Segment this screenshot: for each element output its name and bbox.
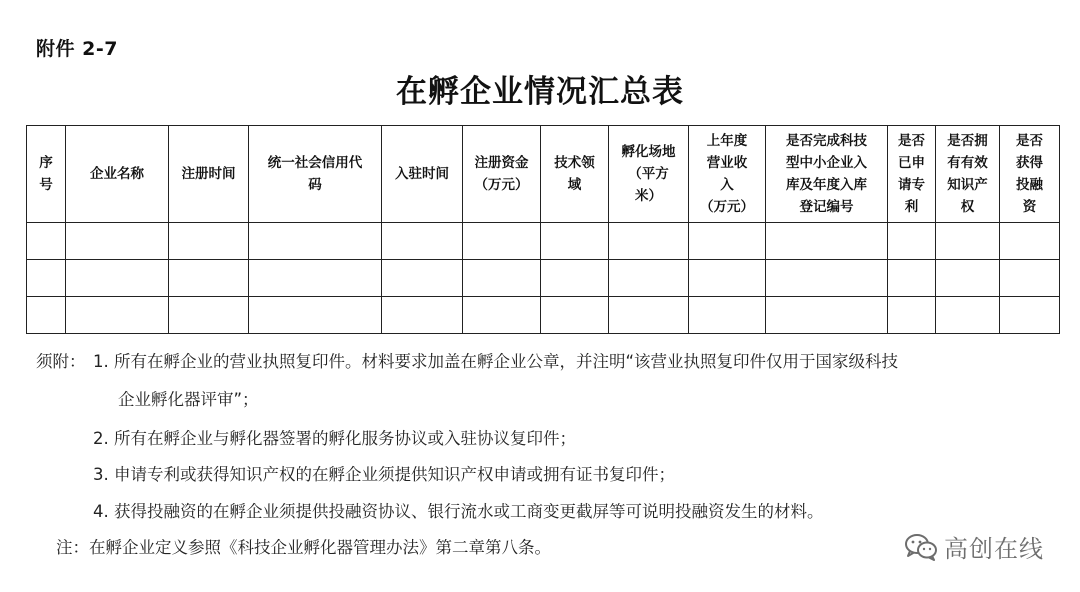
table-cell[interactable] <box>609 260 689 297</box>
table-cell[interactable] <box>541 223 609 260</box>
note-item-1-continued: 企业孵化器评审”； <box>118 390 259 409</box>
col-header-patent-applied: 是否 已申 请专 利 <box>888 126 936 223</box>
table-cell[interactable] <box>249 223 382 260</box>
col-header-ip-owned: 是否拥 有有效 知识产 权 <box>936 126 1000 223</box>
table-cell[interactable] <box>766 260 888 297</box>
col-header-registered-capital: 注册资金 （万元） <box>463 126 541 223</box>
wechat-icon <box>904 533 938 561</box>
note-item-3: 3. 申请专利或获得知识产权的在孵企业须提供知识产权申请或拥有证书复印件； <box>93 465 675 484</box>
col-header-last-year-revenue: 上年度 营业收 入 （万元） <box>689 126 766 223</box>
table-cell[interactable] <box>382 260 463 297</box>
table-cell[interactable] <box>689 297 766 334</box>
table-header-row <box>27 126 1060 223</box>
col-header-financing: 是否 获得 投融 资 <box>1000 126 1060 223</box>
col-header-index: 序 号 <box>27 126 66 223</box>
table-cell[interactable] <box>169 297 249 334</box>
table-cell[interactable] <box>463 223 541 260</box>
table-cell[interactable] <box>541 297 609 334</box>
summary-table <box>26 125 1060 334</box>
footnote: 注：在孵企业定义参照《科技企业孵化器管理办法》第二章第八条。 <box>56 538 551 557</box>
table-row <box>27 223 1060 260</box>
table-row <box>27 297 1060 334</box>
table-cell[interactable] <box>66 260 169 297</box>
notes-prefix: 须附： <box>36 352 86 371</box>
col-header-registration-date: 注册时间 <box>169 126 249 223</box>
col-header-incubation-area: 孵化场地 （平方 米） <box>609 126 689 223</box>
table-cell[interactable] <box>1000 297 1060 334</box>
note-item-1: 1. 所有在孵企业的营业执照复印件。材料要求加盖在孵企业公章，并注明“该营业执照复印件仅用于国家级科技 <box>93 352 899 371</box>
table-cell[interactable] <box>689 260 766 297</box>
table-cell[interactable] <box>27 223 66 260</box>
table-cell[interactable] <box>936 223 1000 260</box>
watermark <box>904 529 1044 564</box>
watermark-text: 高创在线 <box>944 535 1044 563</box>
table-row <box>27 260 1060 297</box>
table-cell[interactable] <box>609 297 689 334</box>
table-cell[interactable] <box>1000 223 1060 260</box>
table-cell[interactable] <box>169 260 249 297</box>
col-header-credit-code: 统一社会信用代 码 <box>249 126 382 223</box>
table-cell[interactable] <box>888 297 936 334</box>
col-header-sme-registration: 是否完成科技 型中小企业入 库及年度入库 登记编号 <box>766 126 888 223</box>
table-cell[interactable] <box>249 297 382 334</box>
table-cell[interactable] <box>27 260 66 297</box>
page-title: 在孵企业情况汇总表 <box>396 74 684 110</box>
table-cell[interactable] <box>463 297 541 334</box>
table-cell[interactable] <box>609 223 689 260</box>
note-item-2: 2. 所有在孵企业与孵化器签署的孵化服务协议或入驻协议复印件； <box>93 429 576 448</box>
table-cell[interactable] <box>382 223 463 260</box>
table-cell[interactable] <box>888 260 936 297</box>
table-cell[interactable] <box>689 223 766 260</box>
note-item-4: 4. 获得投融资的在孵企业须提供投融资协议、银行流水或工商变更截屏等可说明投融资发生的材料。 <box>93 502 824 521</box>
table-cell[interactable] <box>382 297 463 334</box>
table-cell[interactable] <box>766 223 888 260</box>
table-cell[interactable] <box>936 297 1000 334</box>
table-cell[interactable] <box>888 223 936 260</box>
table-cell[interactable] <box>1000 260 1060 297</box>
table-cell[interactable] <box>169 223 249 260</box>
table-cell[interactable] <box>541 260 609 297</box>
col-header-company-name: 企业名称 <box>66 126 169 223</box>
table-cell[interactable] <box>249 260 382 297</box>
table-cell[interactable] <box>27 297 66 334</box>
table-cell[interactable] <box>936 260 1000 297</box>
table-cell[interactable] <box>463 260 541 297</box>
col-header-tech-field: 技术领 域 <box>541 126 609 223</box>
table-cell[interactable] <box>766 297 888 334</box>
col-header-entry-date: 入驻时间 <box>382 126 463 223</box>
table-cell[interactable] <box>66 297 169 334</box>
attachment-label: 附件 2-7 <box>36 38 118 60</box>
table-cell[interactable] <box>66 223 169 260</box>
